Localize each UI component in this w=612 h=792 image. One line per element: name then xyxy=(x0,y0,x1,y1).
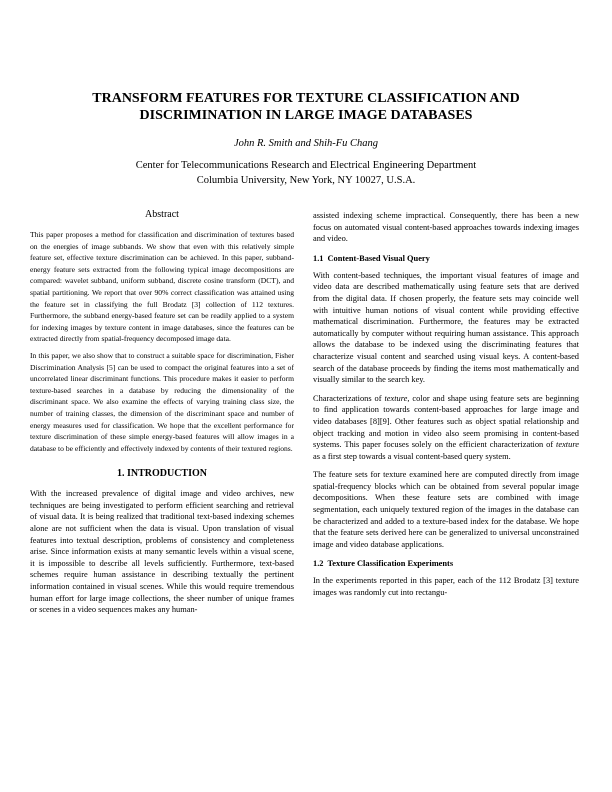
authors: John R. Smith and Shih-Fu Chang xyxy=(233,138,379,149)
left-column xyxy=(30,209,294,623)
intro-continuation: assisted indexing scheme impractical. Consequently, there has been a new focus on automated visual content-based approaches towards indexing images and video. xyxy=(313,211,579,244)
subsection-1-1-number: 1.1 xyxy=(313,253,324,263)
subsection-1-1-paragraph-1: With content-based techniques, the important visual features of image and video data are described mathematically using feature sets that are derived from the digital data. If chosen properly, the feature sets may coincide well with intuitive human notions of visual content while providing effective mathematical discrimination. Furthermore, the features may be extracted automatically by computer without requiring human assistance. This approach allows the database to be indexed using the discriminating features that characterize visual content and searched using visual keys. A content-based search of the database proceeds by finding the items most mathematically and visually similar to the search key. xyxy=(313,270,579,385)
p2-text-c: as a first step towards a visual content-based query system. xyxy=(313,451,511,461)
abstract-paragraph-2: In this paper, we also show that to construct a suitable space for discrimination, Fisher Discrimination Analysis [5] can be used to compact the original features into a set of uncorrelated linear discriminant functions. This procedure makes it easier to perform texture-based searches in a database by reducing the dimensionality of the discriminant space. We also examine the effects of varying training class size, the number of training classes, the dimension of the discriminant space and number of energy measures used for classification. We hope that the excellent performance for texture discrimination of these simple energy-based features will allow images in a database to be efficiently and effectively indexed by contents of their textured regions. xyxy=(30,350,294,453)
p2-text-b: , color and shape using feature sets are beginning to find application towards content-based approaches for large image and video databases [8][9]. Other features such as object spatial relationship and object tracking and motion in video also seem promising in content-based systems. This paper focuses solely on the efficient characterization of xyxy=(313,393,580,450)
introduction-heading: 1. INTRODUCTION xyxy=(116,468,207,480)
paper-title xyxy=(60,90,552,124)
introduction-paragraph-1: With the increased prevalence of digital image and video archives, new techniques are being investigated to perform efficient searching and retrieval of visual data. It is being realized that traditional text-based indexing schemes alone are not sufficient when the data is visual. Upon translation of visual features into textual description, problems of consistency and completeness arise. Since information exists at many semantic levels within a visual scene, it is impossible to describe all levels sufficiently. Furthermore, text-based schemes require human assistance in describing textually the pertinent information contained in visual scenes. While this would require tremendous human effort for large image collections, the sheer number of unique frames or scenes in a video sequences makes any human- xyxy=(30,489,294,615)
introduction-section xyxy=(30,468,294,616)
affiliation-line-1: Center for Telecommunications Research and Electrical Engineering Department xyxy=(135,160,477,171)
abstract-section xyxy=(30,209,294,454)
subsection-1-2-heading xyxy=(313,558,579,570)
subsection-1-1-heading xyxy=(313,253,579,265)
abstract-paragraph-1: This paper proposes a method for classification and discrimination of textures based on the energies of image subbands. We show that even with this relatively simple feature set, effective texture discrimination can be achieved. In this paper, subband-energy feature sets extracted from the following typical image decompositions are compared: wavelet subband, uniform subband, discrete cosine transform (DCT), and spatial partitioning. We report that over 90% correct classification was attained using the feature set in classifying the full Brodatz [3] collection of 112 textures. Furthermore, the subband energy-based feature set can be readily applied to a system for indexing images by texture content in image databases, since the features can be extracted directly from spatial-frequency decomposed image data. xyxy=(30,230,294,344)
subsection-1-2-number: 1.2 xyxy=(313,559,324,569)
title-line-2: DISCRIMINATION IN LARGE IMAGE DATABASES xyxy=(139,108,473,123)
subsection-1-1-title: Content-Based Visual Query xyxy=(327,253,430,263)
p2-emphasis-texture-1: texture xyxy=(384,393,408,403)
affiliation xyxy=(60,158,552,188)
p2-text-a: Characterizations of xyxy=(313,393,385,403)
p2-emphasis-texture-2: texture xyxy=(556,440,579,450)
subsection-1-1-paragraph-3: The feature sets for texture examined here are computed directly from image spatial-frequency blocks which can be obtained from several popular image decompositions. When these feature sets are combined with image segmentation, each uniquely textured region of the images in the database can be characterized and added to a texture-based index for the database. We hope that the feature sets derived here can be generalized to universal unconstrained image and video database applications. xyxy=(313,470,579,549)
subsection-1-1-paragraph-2 xyxy=(313,393,579,463)
affiliation-line-2: Columbia University, New York, NY 10027, U.S.A. xyxy=(196,175,416,186)
abstract-heading: Abstract xyxy=(145,209,179,220)
subsection-1-2-paragraph-1: In the experiments reported in this paper, each of the 112 Brodatz [3] texture images was randomly cut into rectangu- xyxy=(313,576,579,598)
subsection-1-2-title: Texture Classification Experiments xyxy=(327,559,454,569)
title-line-1: TRANSFORM FEATURES FOR TEXTURE CLASSIFICATION AND xyxy=(92,91,520,106)
right-column xyxy=(313,210,579,606)
